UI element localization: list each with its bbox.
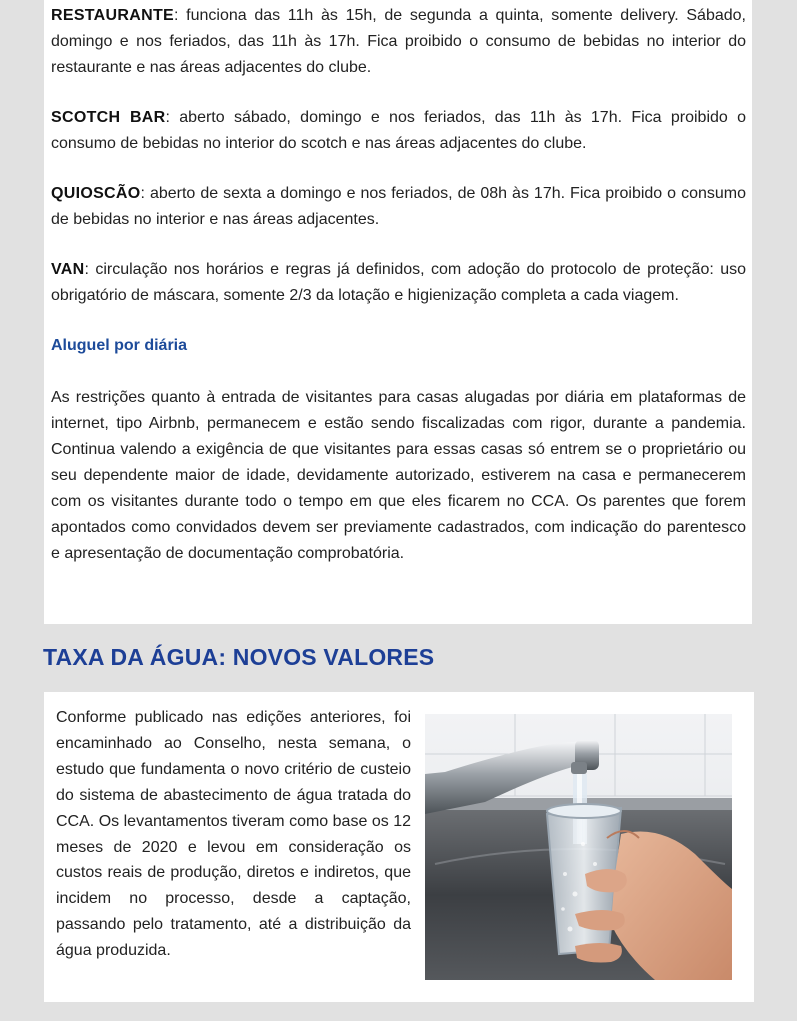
- van-paragraph: [51, 257, 746, 309]
- quiosque-text: : aberto de sexta a domingo e nos feriados, de 08h às 17h. Fica proibido o consumo de bebidas no interior e nas áreas adjacentes.: [51, 185, 746, 228]
- quiosque-label: QUIOSCÃO: [51, 185, 141, 202]
- restaurant-text: : funciona das 11h às 15h, de segunda a quinta, somente delivery. Sábado, domingo e nos feriados, das 11h às 17h. Fica proibido o consumo de bebidas no interior do restaurante e nas áreas adjacentes do clube.: [51, 7, 746, 76]
- scotch-bar-label: SCOTCH BAR: [51, 109, 166, 126]
- water-card: [44, 692, 754, 1002]
- quiosque-paragraph: [51, 181, 746, 233]
- rental-heading: Aluguel por diária: [51, 337, 188, 354]
- scotch-bar-text: : aberto sábado, domingo e nos feriados, das 11h às 17h. Fica proibido o consumo de bebidas no interior do scotch e nas áreas adjacentes do clube.: [51, 109, 747, 152]
- rental-paragraph: As restrições quanto à entrada de visitantes para casas alugadas por diária em plataformas de internet, tipo Airbnb, permanecem e estão sendo fiscalizadas com rigor, durante a pandemia. Continua valendo a exigência de que visitantes para essas casas só entrem se o proprietário ou seu dependente maior de idade, devidamente autorizado, estiverem na casa e permanecerem com os visitantes durante todo o tempo em que eles ficarem no CCA. Os parentes que forem apontados como convidados devem ser previamente cadastrados, com indicação do parentesco e apresentação de documentação comprobatória.: [51, 389, 746, 562]
- restaurant-paragraph: [51, 3, 746, 81]
- faucet-glass-photo: [425, 714, 732, 980]
- water-section-title: TAXA DA ÁGUA: NOVOS VALORES: [43, 644, 435, 670]
- info-card-content: [51, 3, 746, 567]
- faucet-glass-illustration: [425, 714, 732, 980]
- water-paragraph: Conforme publicado nas edições anteriores, foi encaminhado ao Conselho, nesta semana, o estudo que fundamenta o novo critério de custeio do sistema de abastecimento de água tratada do CCA. Os levantamentos tiveram como base os 12 meses de 2020 e levou em consideração os custos reais de produção, diretos e indiretos, que incidem no processo, desde a captação, passando pelo tratamento, até a distribuição da água produzida.: [56, 709, 411, 960]
- info-card: [44, 0, 752, 624]
- scotch-bar-paragraph: [51, 105, 746, 157]
- van-text: : circulação nos horários e regras já definidos, com adoção do protocolo de proteção: uso obrigatório de máscara, somente 2/3 da lotação e higienização completa a cada viagem.: [51, 261, 746, 304]
- restaurant-label: RESTAURANTE: [51, 7, 175, 24]
- van-label: VAN: [51, 261, 85, 278]
